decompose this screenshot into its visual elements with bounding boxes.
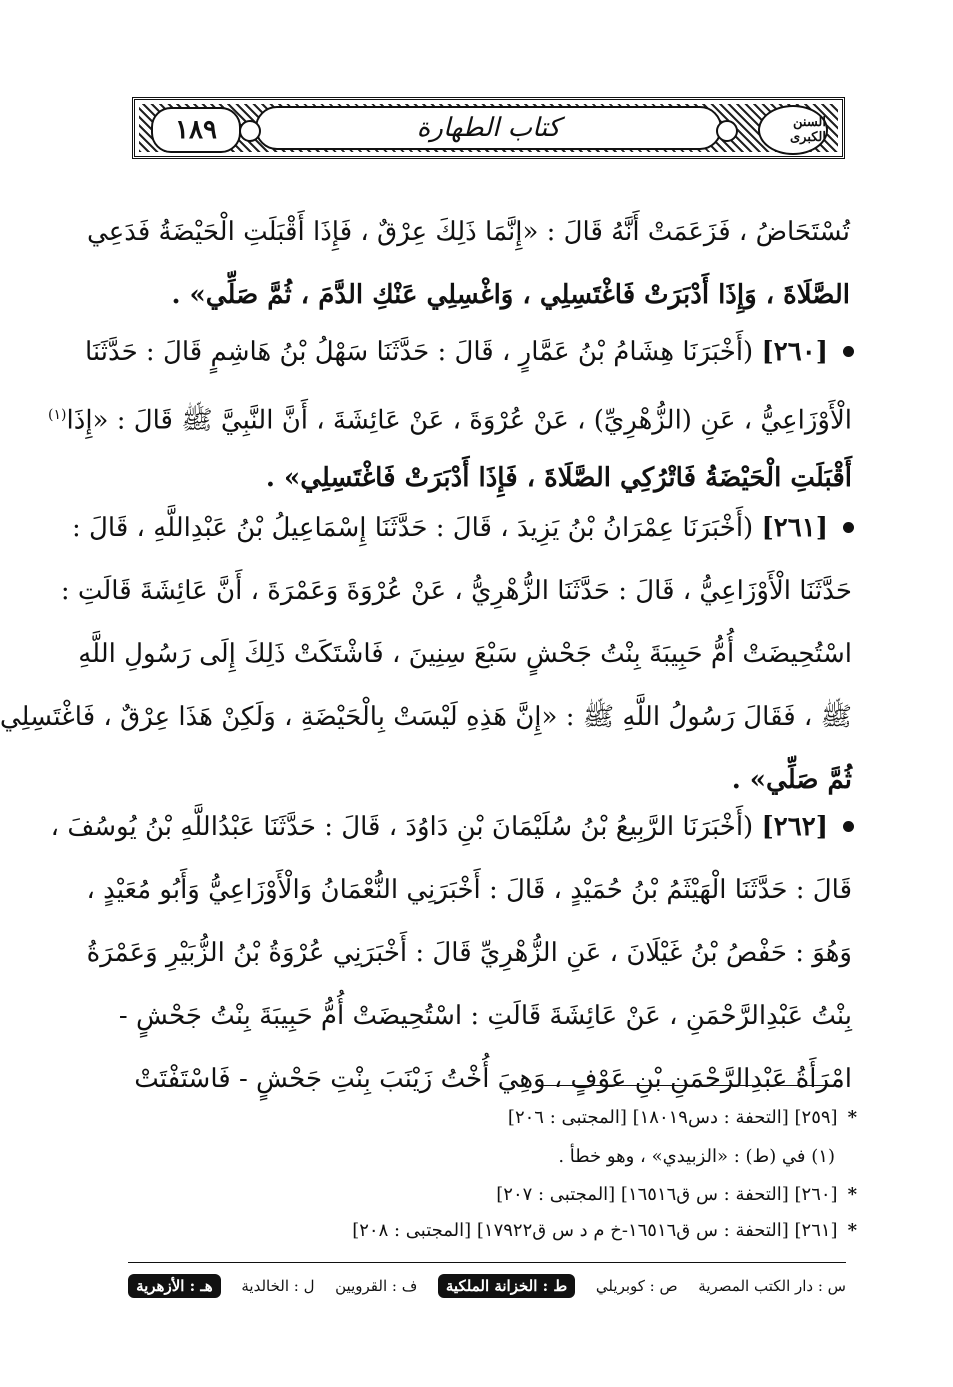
legend-item: ط : الخزانة الملكية	[438, 1274, 575, 1298]
hadith-line: حَدَّثَنَا الْأَوْزَاعِيُّ ، قَالَ : حَدَّثَنَا الزُّهْرِيُّ ، عَنْ عُرْوَةَ وَعَمْرَةَ ، أَنَّ عَائِشَةَ قَالَتِ :	[60, 576, 852, 606]
text-line: تُسْتَحَاضُ ، فَزَعَمَتْ أَنَّهُ قَالَ : «إِنَّمَا ذَلِكَ عِرْقٌ ، فَإِذَا أَقْبَلَتِ الْحَيْضَةُ فَدَعِي	[87, 217, 850, 247]
hadith-line: اسْتُحِيضَتْ أُمُّ حَبِيبَةَ بِنْتُ جَحْشٍ سَبْعَ سِنِينَ ، فَاشْتَكَتْ ذَلِكَ إِلَى رَسُولِ اللَّهِ	[78, 639, 852, 669]
hadith-line: [٢٦٠] (أَخْبَرَنَا هِشَامُ بْنُ عَمَّارٍ ، قَالَ : حَدَّثَنَا سَهْلُ بْنُ هَاشِمٍ قَالَ : حَدَّثَنَا	[84, 337, 828, 367]
continuation-text	[87, 201, 850, 327]
manuscript-legend	[128, 1270, 846, 1302]
footnote-1: (١) في (ط) : «الزبيدي» ، وهو خطأ .	[558, 1146, 835, 1167]
bullet-icon	[843, 346, 854, 357]
hadith-number: [٢٦٠]	[761, 337, 828, 367]
legend-item: ف : القرويين	[335, 1277, 418, 1295]
star-icon: *	[847, 1184, 857, 1205]
legend-item: ل : الخالدية	[241, 1277, 315, 1295]
bullet-icon	[843, 821, 854, 832]
legend-item: هـ : الأزهرية	[128, 1274, 221, 1298]
footnote-divider	[539, 1085, 839, 1086]
hadith-line: أَقْبَلَتِ الْحَيْضَةُ فَاتْرُكِي الصَّلَاةَ ، فَإِذَا أَدْبَرَتْ فَاغْتَسِلِي» .	[265, 463, 852, 493]
ornament-icon	[239, 120, 261, 142]
legend-item: ص : كوبريلي	[595, 1277, 678, 1295]
page-header	[132, 97, 845, 159]
ornament-icon	[716, 120, 738, 142]
footnote-ref: (١)	[48, 407, 67, 423]
star-icon: *	[847, 1107, 857, 1128]
star-icon: *	[847, 1220, 857, 1241]
text-line: الصَّلَاةَ ، وَإِذَا أَدْبَرَتْ فَاغْتَسِلِي ، وَاغْسِلِي عَنْكِ الدَّمَ ، ثُمَّ صَلِّي» .	[171, 280, 850, 310]
hadith-line: [٢٦١] (أَخْبَرَنَا عِمْرَانُ بْنُ يَزِيدَ ، قَالَ : حَدَّثَنَا إِسْمَاعِيلُ بْنُ عَبْدِاللَّهِ ، قَالَ :	[72, 513, 828, 543]
page-number: ١٨٩	[151, 107, 241, 153]
hadith-261	[0, 497, 852, 809]
hadith-line: [٢٦٢] (أَخْبَرَنَا الرَّبِيعُ بْنُ سُلَيْمَانَ بْنِ دَاوُدَ ، قَالَ : حَدَّثَنَا عَبْدُاللَّهِ بْنُ يُوسُفَ ،	[50, 812, 828, 842]
footnote-259: *[٢٥٩] [التحفة : دس١٨٠١٩] [المجتبى : ٢٠٦]	[507, 1107, 857, 1128]
hadith-260	[48, 321, 852, 510]
header-title-band	[255, 106, 722, 150]
footnote-261: *[٢٦١] [التحفة : س ق١٦٥١٦-خ م د س ق١٧٩٢٢] [المجتبى : ٢٠٨]	[352, 1220, 857, 1241]
hadith-line: الْأَوْزَاعِيُّ ، عَنِ (الزُّهْرِيِّ) ، عَنْ عُرْوَةَ ، عَنْ عَائِشَةَ ، أَنَّ النَّبِيَّ ﷺ قَالَ : «إِذَا$^{(١)}$	[48, 405, 852, 436]
hadith-line: بِنْتُ عَبْدِالرَّحْمَنِ ، عَنْ عَائِشَةَ قَالَتِ : اسْتُحِيضَتْ أُمُّ حَبِيبَةَ بِنْتُ جَحْشٍ -	[118, 1001, 852, 1031]
footnote-260: *[٢٦٠] [التحفة : س ق١٦٥١٦] [المجتبى : ٢٠٧]	[496, 1184, 857, 1205]
book-logo: السنن الكبرى	[758, 105, 828, 155]
chapter-title: كتاب الطهارة	[416, 113, 561, 143]
hadith-line: قَالَ : حَدَّثَنَا الْهَيْثَمُ بْنُ حُمَيْدٍ ، قَالَ : أَخْبَرَنِي النُّعْمَانُ وَالْأَوْزَاعِيُّ وَأَبُو مُعَيْدٍ ،	[86, 875, 852, 905]
hadith-line: ﷺ ، فَقَالَ رَسُولُ اللَّهِ ﷺ : «إِنَّ هَذِهِ لَيْسَتْ بِالْحَيْضَةِ ، وَلَكِنْ هَذَا عِرْقٌ ، فَاغْتَسِلِي	[0, 702, 852, 732]
hadith-line: وَهُوَ : حَفْصُ بْنُ غَيْلَانَ ، عَنِ الزُّهْرِيِّ قَالَ : أَخْبَرَنِي عُرْوَةُ بْنُ الزُّبَيْرِ وَعَمْرَةُ	[86, 938, 852, 968]
bullet-icon	[843, 522, 854, 533]
hadith-262	[50, 796, 852, 1111]
hadith-line: ثُمَّ صَلِّي» .	[731, 765, 852, 795]
legend-divider	[128, 1262, 846, 1263]
hadith-number: [٢٦٢]	[761, 812, 828, 842]
hadith-line: امْرَأَةُ عَبْدِالرَّحْمَنِ بْنِ عَوْفٍ ، وَهِيَ أُخْتُ زَيْنَبَ بِنْتِ جَحْشٍ - فَاسْتَفْتَتْ	[134, 1064, 852, 1094]
hadith-number: [٢٦١]	[761, 513, 828, 543]
legend-item: س : دار الكتب المصرية	[698, 1277, 846, 1295]
